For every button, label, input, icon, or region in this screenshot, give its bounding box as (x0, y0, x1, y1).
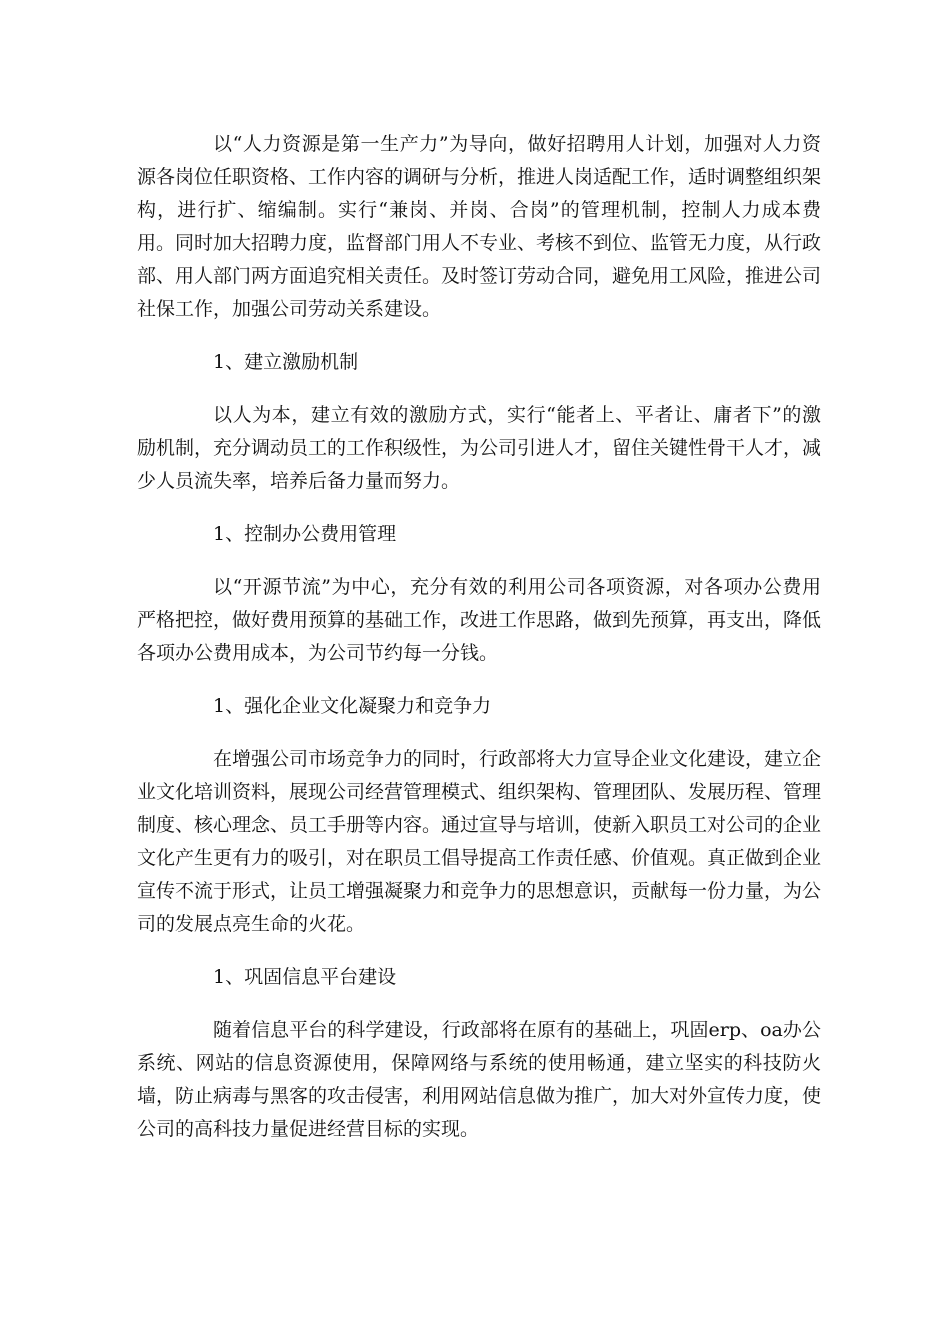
paragraph-hr-planning: 以“人力资源是第一生产力”为导向，做好招聘用人计划，加强对人力资源各岗位任职资格、工作内容的调研与分析，推进人岗适配工作，适时调整组织架构，进行扩、缩编制。实行“兼岗、并岗、合岗”的管理机制，控制人力成本费用。同时加大招聘力度，监督部门用人不专业、考核不到位、监管无力度，从行政部、用人部门两方面追究相关责任。及时签订劳动合同，避免用工风险，推进公司社保工作，加强公司劳动关系建设。 (137, 133, 822, 320)
heading-corporate-culture: 1、强化企业文化凝聚力和竞争力 (213, 695, 492, 717)
heading-info-platform: 1、巩固信息平台建设 (213, 966, 397, 988)
paragraph-corporate-culture: 在增强公司市场竞争力的同时，行政部将大力宣导企业文化建设，建立企业文化培训资料，展现公司经营管理模式、组织架构、管理团队、发展历程、管理制度、核心理念、员工手册等内容。通过宣导与培训，使新入职员工对公司的企业文化产生更有力的吸引，对在职员工倡导提高工作责任感、价值观。真正做到企业宣传不流于形式，让员工增强凝聚力和竞争力的思想意识，贡献每一份力量，为公司的发展点亮生命的火花。 (137, 748, 822, 935)
heading-incentive-mechanism: 1、建立激励机制 (213, 351, 359, 373)
paragraph-incentive: 以人为本，建立有效的激励方式，实行“能者上、平者让、庸者下”的激励机制，充分调动员工的工作积级性，为公司引进人才，留住关键性骨干人才，减少人员流失率，培养后备力量而努力。 (137, 404, 822, 492)
heading-office-expenses: 1、控制办公费用管理 (213, 523, 397, 545)
document-body (137, 128, 821, 1146)
paragraph-info-platform: 随着信息平台的科学建设，行政部将在原有的基础上，巩固erp、oa办公系统、网站的信息资源使用，保障网络与系统的使用畅通，建立坚实的科技防火墙，防止病毒与黑客的攻击侵害，利用网站信息做为推广，加大对外宣传力度，使公司的高科技力量促进经营目标的实现。 (137, 1019, 822, 1140)
paragraph-office-expenses: 以“开源节流”为中心，充分有效的利用公司各项资源，对各项办公费用严格把控，做好费用预算的基础工作，改进工作思路，做到先预算，再支出，降低各项办公费用成本，为公司节约每一分钱。 (137, 576, 822, 664)
